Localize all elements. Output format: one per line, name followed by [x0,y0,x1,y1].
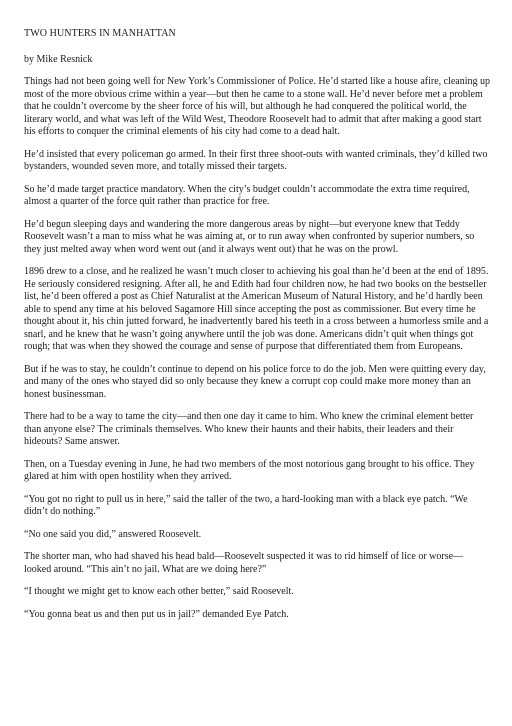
paragraph-4: He’d begun sleeping days and wandering the more dangerous areas by night—but everyone knew that Teddy Roosevelt wasn’t a man to miss what he was aiming at, or to run away when confronted by superior numbers, so they just melted away when word went out (and it always went out) that he was on the prowl. [24,218,475,255]
paragraph-8: Then, on a Tuesday evening in June, he had two members of the most notorious gang brought to his office. They glared at him with open hostility when they arrived. [24,458,475,482]
paragraph-12: “I thought we might get to know each other better,” said Roosevelt. [24,586,294,597]
paragraph-13: “You gonna beat us and then put us in jail?” demanded Eye Patch. [24,608,289,620]
paragraph-6: But if he was to stay, he couldn’t continue to depend on his police force to do the job. Men were quitting every day, and many of the ones who stayed did so only because they knew a corrupt cop could make more money than an honest businessman. [24,363,486,400]
paragraph-9: “You got no right to pull us in here,” said the taller of the two, a hard-looking man with a black eye patch. “We didn’t do nothing.” [24,493,468,517]
paragraph-5: 1896 drew to a close, and he realized he wasn’t much closer to achieving his goal than he’d been at the end of 1895. He seriously considered resigning. After all, he and Edith had four children now, he had two books on the bestseller list, he’d been offered a post as Chief Naturalist at the American Museum of Natural History, and he’d hardly been able to spend any time at his beloved Sagamore Hill since accepting the post as commissioner. But every time he thought about it, his chin jutted forward, he inadvertently bared his teeth in a cross between a humorless smile and a snarl, and he knew that he wasn’t going anywhere until the job was done. Americans didn’t quit when things got rough; that was when they showed the courage and sense of purpose that differentiated them from Europeans. [24,266,489,352]
author-byline: by Mike Resnick [24,53,93,65]
story-title: TWO HUNTERS IN MANHATTAN [24,28,176,39]
paragraph-7: There had to be a way to tame the city—and then one day it came to him. Who knew the criminal element better than anyone else? The criminals themselves. Who knew their haunts and their habits, their leaders and their hideouts? Same answer. [24,411,474,447]
paragraph-11: The shorter man, who had shaved his head bald—Roosevelt suspected it was to rid himself of lice or worse—looked around. “This ain’t no jail. What are we doing here?” [24,551,464,575]
paragraph-3: So he’d made target practice mandatory. When the city’s budget couldn’t accommodate the extra time required, almost a quarter of the force quit rather than practice for free. [24,183,470,207]
paragraph-10: “No one said you did,” answered Roosevelt. [24,528,202,540]
paragraph-2: He’d insisted that every policeman go armed. In their first three shoot-outs with wanted criminals, they’d killed two bystanders, wounded seven more, and totally missed their targets. [24,148,488,172]
document-page [24,28,490,631]
paragraph-1: Things had not been going well for New York’s Commissioner of Police. He’d started like a house afire, cleaning up most of the more obvious crime within a year—but then he came to a stone wall. He’d never before met a problem that he couldn’t overcome by the sheer force of his will, but although he had conquered the political world, the literary world, and what was left of the Wild West, Theodore Roosevelt had to admit that after making a good start his efforts to conquer the criminal elements of his city had come to a dead halt. [24,76,491,137]
